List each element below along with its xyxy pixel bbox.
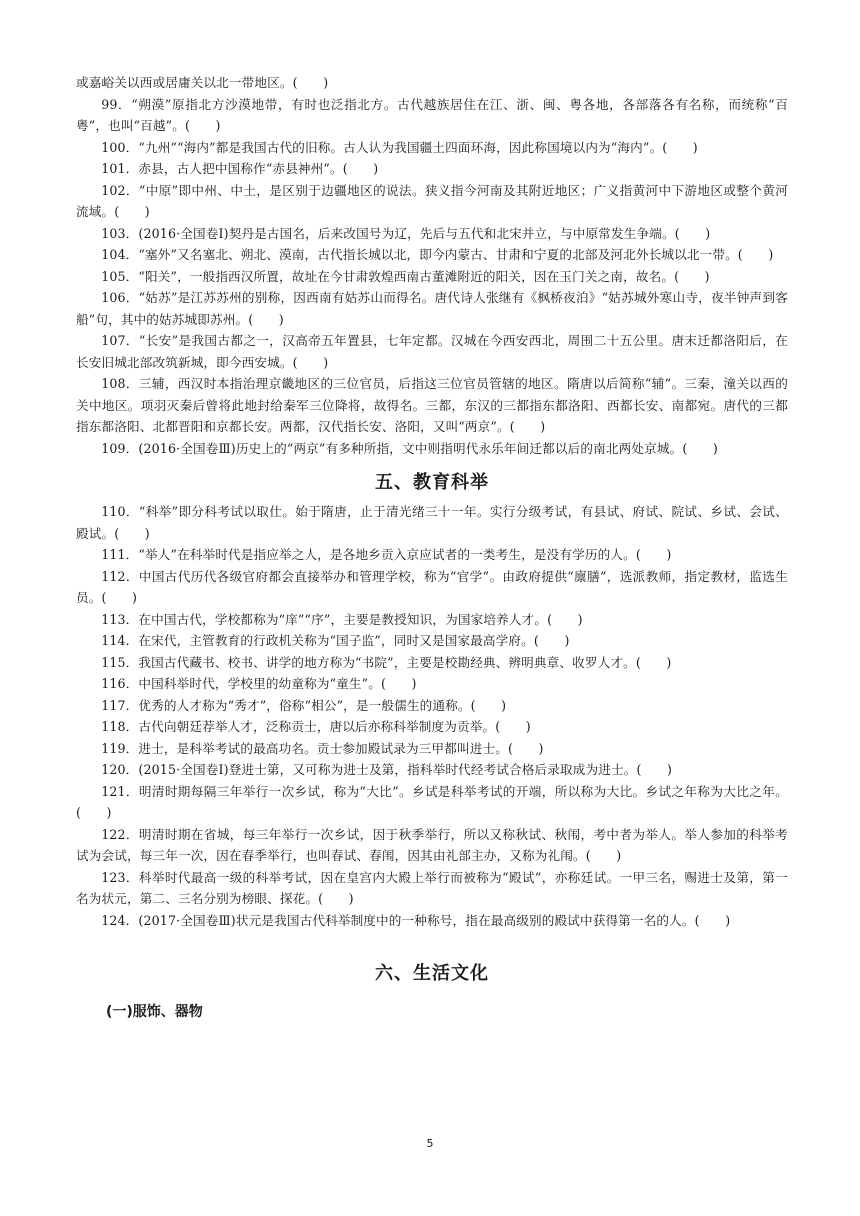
item-119: 119．进士，是科举考试的最高功名。贡士参加殿试录为三甲都叫进士。( ) xyxy=(101,740,544,756)
item-98-tail: 或嘉峪关以西或居庸关以北一带地区。( ) xyxy=(76,75,329,90)
subsection-heading-clothing: (一)服饰、器物 xyxy=(106,1004,203,1020)
item-99: 99．“朔漠”原指北方沙漠地带，有时也泛指北方。古代越族居住在江、浙、闽、粤各地，各部落各有名称，而统称“百粤”，也叫“百越”。( ) xyxy=(76,96,788,133)
item-115: 115．我国古代藏书、校书、讲学的地方称为“书院”，主要是校勘经典、辨明典章、收罗人才。( ) xyxy=(101,654,672,670)
item-104: 104．“塞外”又名塞北、朔北、漠南，古代指长城以北，即今内蒙古、甘肃和宁夏的北部及河北外长城以北一带。( ) xyxy=(101,247,774,262)
item-109: 109．(2016·全国卷Ⅲ)历史上的“两京”有多种所指，文中则指明代永乐年间迁都以后的南北两处京城。( ) xyxy=(101,440,718,456)
item-105: 105．“阳关”，一般指西汉所置，故址在今甘肃敦煌西南古董滩附近的阳关，因在玉门关之南，故名。( ) xyxy=(101,268,710,284)
item-111: 111．“举人”在科举时代是指应举之人，是各地乡贡入京应试者的一类考生，是没有学历的人。( ) xyxy=(101,547,672,562)
item-120: 120．(2015·全国卷Ⅰ)登进士第，又可称为进士及第，指科举时代经考试合格后录取成为进士。( ) xyxy=(101,762,673,777)
item-124: 124．(2017·全国卷Ⅲ)状元是我国古代科举制度中的一种称号，指在最高级别的殿试中获得第一名的人。( ) xyxy=(101,912,731,928)
page-number: 5 xyxy=(426,1137,434,1150)
section-heading-education: 五、教育科举 xyxy=(375,472,489,493)
item-118: 118．古代向朝廷荐举人才，泛称贡士，唐以后亦称科举制度为贡举。( ) xyxy=(101,719,531,734)
item-116: 116．中国科举时代，学校里的幼童称为“童生”。( ) xyxy=(101,676,417,691)
item-114: 114．在宋代，主管教育的行政机关称为“国子监”，同时又是国家最高学府。( ) xyxy=(101,633,570,648)
item-106: 106．“姑苏”是江苏苏州的别称，因西南有姑苏山而得名。唐代诗人张继有《枫桥夜泊》“姑苏城外寒山寺，夜半钟声到客船”句，其中的姑苏城即苏州。( ) xyxy=(76,290,788,327)
item-103: 103．(2016·全国卷Ⅰ)契丹是古国名，后来改国号为辽，先后与五代和北宋并立，与中原常发生争端。( ) xyxy=(101,225,711,241)
item-112: 112．中国古代历代各级官府都会直接举办和管理学校，称为“官学”。由政府提供“廪膳”，选派教师，指定教材，监选生员。( ) xyxy=(76,568,788,605)
item-107: 107．“长安”是我国古都之一，汉高帝五年置县，七年定都。汉城在今西安西北，周围二十五公里。唐末迁都洛阳后，在长安旧城北部改筑新城，即今西安城。( ) xyxy=(76,333,788,370)
item-100: 100．“九州”“海内”都是我国古代的旧称。古人认为我国疆土四面环海，因此称国境以内为“海内”。( ) xyxy=(101,139,698,155)
page-content xyxy=(76,72,788,1021)
item-108: 108．三辅，西汉时本指治理京畿地区的三位官员，后指这三位官员管辖的地区。隋唐以后简称“辅”。三秦，潼关以西的关中地区。项羽灭秦后曾将此地封给秦军三位降将，故得名。三都，东汉的三都指东都洛阳、西都长安、南都宛。唐代的三都指东都洛阳、北都晋阳和京都长安。两都，汉代指长安、洛阳，又叫“两京”。( ) xyxy=(76,376,788,434)
item-113: 113．在中国古代，学校都称为“庠”“序”，主要是教授知识，为国家培养人才。( ) xyxy=(101,611,583,627)
item-117: 117．优秀的人才称为“秀才”，俗称“相公”，是一般儒生的通称。( ) xyxy=(101,697,507,713)
item-110: 110．“科举”即分科考试以取仕。始于隋唐，止于清光绪三十一年。实行分级考试，有县试、府试、院试、乡试、会试、殿试。( ) xyxy=(76,504,788,541)
section-heading-life-culture: 六、生活文化 xyxy=(375,963,489,984)
item-102: 102．“中原”即中州、中土，是区别于边疆地区的说法。狭义指今河南及其附近地区；广义指黄河中下游地区或整个黄河流域。( ) xyxy=(76,182,788,219)
item-122: 122．明清时期在省城，每三年举行一次乡试，因于秋季举行，所以又称秋试、秋闱，考中者为举人。举人参加的科举考试为会试，每三年一次，因在春季举行，也叫春试、春闱，因其由礼部主办，又称为礼闱。( ) xyxy=(76,826,788,863)
item-121: 121．明清时期每隔三年举行一次乡试，称为“大比”。乡试是科举考试的开端，所以称为大比。乡试之年称为大比之年。( ) xyxy=(76,783,788,820)
item-101: 101．赤县，古人把中国称作“赤县神州”。( ) xyxy=(101,161,379,176)
item-123: 123．科举时代最高一级的科举考试，因在皇宫内大殿上举行而被称为“殿试”，亦称廷试。一甲三名，赐进士及第，第一名为状元，第二、三名分别为榜眼、探花。( ) xyxy=(76,869,788,906)
